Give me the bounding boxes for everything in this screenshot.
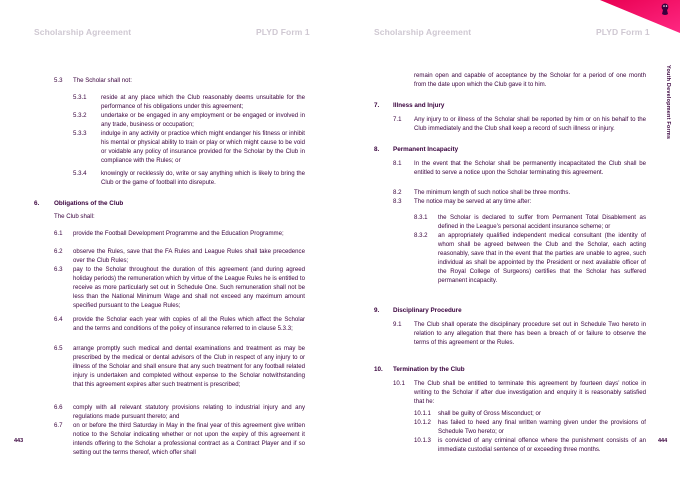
clause-text: Any injury to or illness of the Scholar shall be reported by him or on his behalf to the Club immediately and the Club shall keep a record of such illness or injury.	[414, 116, 646, 132]
section-heading: Disciplinary Procedure	[393, 307, 462, 314]
section-number: 8.	[374, 146, 380, 153]
side-label: Youth Development Forms	[665, 65, 671, 140]
clause-text: shall be guilty of Gross Misconduct; or	[438, 410, 541, 417]
clause-number: 6.1	[54, 230, 63, 237]
section-heading: Obligations of the Club	[54, 200, 124, 207]
clause-text: indulge in any activity or practice which might endanger his fitness or inhibit his mental or physical ability to train or play or which might cause to be void or voidable any policy of insurance provided for the Scholar by the Club in compliance with the Rules; or	[101, 130, 305, 164]
section-number: 6.	[34, 200, 40, 207]
header-right-title: Scholarship Agreement	[374, 27, 472, 37]
clause-number: 8.3	[393, 198, 402, 205]
clause-number: 8.3.2	[414, 232, 428, 239]
header-left-title: Scholarship Agreement	[34, 27, 132, 37]
clause-text: pay to the Scholar throughout the duration of this agreement (and during agreed holiday periods) the remuneration which by virtue of the League Rules he is entitled to receive as more particularly set out in Schedule One. Such remuneration shall not be less than the National Minimum Wage and shall not exceed any maximum amount specified pursuant to the League Rules;	[73, 266, 305, 309]
clause-text: is convicted of any criminal offence where the punishment consists of an immediate custodial sentence of or exceeding three months.	[438, 437, 646, 453]
clause-text: provide the Football Development Programme and the Education Programme;	[73, 230, 284, 237]
page-number-left: 443	[14, 438, 24, 444]
clause-number: 7.1	[393, 116, 402, 123]
clause-number: 6.3	[54, 266, 63, 273]
corner-graphic	[600, 0, 680, 33]
clause-number: 5.3.4	[73, 170, 87, 177]
clause-text: on or before the third Saturday in May in the final year of this agreement give written notice to the Scholar indicating whether or not upon the expiry of this agreement it intends offering to the Scholar a professional contract as a Contract Player and if so setting out the terms thereof, which offer shall	[73, 422, 305, 456]
clause-number: 10.1.1	[414, 410, 431, 417]
header-left-form: PLYD Form 1	[256, 27, 310, 37]
clause-number: 5.3.1	[73, 94, 87, 101]
section-intro: The Club shall:	[54, 213, 95, 220]
clause-text: comply with all relevant statutory provisions relating to industrial injury and any regulations made pursuant thereto; and	[73, 404, 305, 420]
header-right-form: PLYD Form 1	[596, 27, 650, 37]
clause-text: The Scholar shall not:	[73, 77, 132, 84]
clause-text: the Scholar is declared to suffer from Permanent Total Disablement as defined in the League’s personal accident insurance scheme; or	[438, 214, 646, 230]
clause-number: 6.6	[54, 404, 63, 411]
clause-text: The Club shall be entitled to terminate this agreement by fourteen days’ notice in writing to the Scholar if after due investigation and enquiry it is reasonably satisfied that he:	[414, 380, 646, 405]
clause-number: 6.7	[54, 422, 63, 429]
clause-number: 10.1.2	[414, 419, 431, 426]
clause-text: The notice may be served at any time after:	[414, 198, 532, 205]
clause-text: The minimum length of such notice shall be three months.	[414, 189, 571, 196]
clause-number: 10.1	[393, 380, 405, 387]
section-number: 10.	[374, 366, 383, 373]
section-heading: Illness and Injury	[393, 102, 445, 109]
clause-number: 5.3.3	[73, 130, 87, 137]
continuation-text: remain open and capable of acceptance by the Scholar for a period of one month from the date upon which the Club gave it to him.	[414, 72, 646, 88]
clause-text: an appropriately qualified independent medical consultant (the identity of whom shall be agreed between the Club and the Scholar, each acting reasonably, save that in the event that the parties are unable to agree, such individual as shall be appointed by the President or next available officer of the Royal College of Surgeons) certifies that the Scholar has suffered permanent incapacity.	[438, 232, 646, 284]
premier-league-lion-icon	[600, 0, 680, 33]
clause-text: arrange promptly such medical and dental examinations and treatment as may be prescribed by the medical or dental advisors of the Club in respect of any injury to or illness of the Scholar and shall ensure that any such treatment for any football related injury is undertaken and completed without expense to the Scholar notwithstanding that this agreement expires after such treatment is prescribed;	[73, 345, 305, 388]
section-number: 9.	[374, 307, 380, 314]
clause-text: knowingly or recklessly do, write or say anything which is likely to bring the Club or the game of football into disrepute.	[101, 170, 305, 186]
clause-number: 10.1.3	[414, 437, 431, 444]
clause-text: In the event that the Scholar shall be permanently incapacitated the Club shall be entitled to serve a notice upon the Scholar terminating this agreement.	[414, 160, 646, 176]
clause-number: 8.1	[393, 160, 402, 167]
clause-number: 6.2	[54, 248, 63, 255]
section-heading: Termination by the Club	[393, 366, 465, 373]
clause-text: has failed to heed any final written warning given under the provisions of Schedule Two hereto; or	[438, 419, 646, 435]
clause-number: 9.1	[393, 321, 402, 328]
page-number-right: 444	[658, 438, 668, 444]
clause-number: 8.2	[393, 189, 402, 196]
clause-text: provide the Scholar each year with copies of all the Rules which affect the Scholar and the terms and conditions of the policy of insurance referred to in clause 5.3.3;	[73, 316, 305, 332]
clause-text: observe the Rules, save that the FA Rules and League Rules shall take precedence over the Club Rules;	[73, 248, 305, 264]
clause-text: reside at any place which the Club reasonably deems unsuitable for the performance of his obligations under this agreement;	[101, 94, 305, 110]
clause-number: 6.4	[54, 316, 63, 323]
clause-text: undertake or be engaged in any employment or be engaged or involved in any trade, business or occupation;	[101, 112, 305, 128]
clause-number: 5.3.2	[73, 112, 87, 119]
clause-number: 6.5	[54, 345, 63, 352]
clause-number: 8.3.1	[414, 214, 428, 221]
section-number: 7.	[374, 102, 380, 109]
clause-number: 5.3	[54, 77, 63, 84]
clause-text: The Club shall operate the disciplinary procedure set out in Schedule Two hereto in relation to any allegation that there has been a breach of or failure to observe the terms of this agreement or the Rules.	[414, 321, 646, 346]
section-heading: Permanent Incapacity	[393, 146, 459, 153]
